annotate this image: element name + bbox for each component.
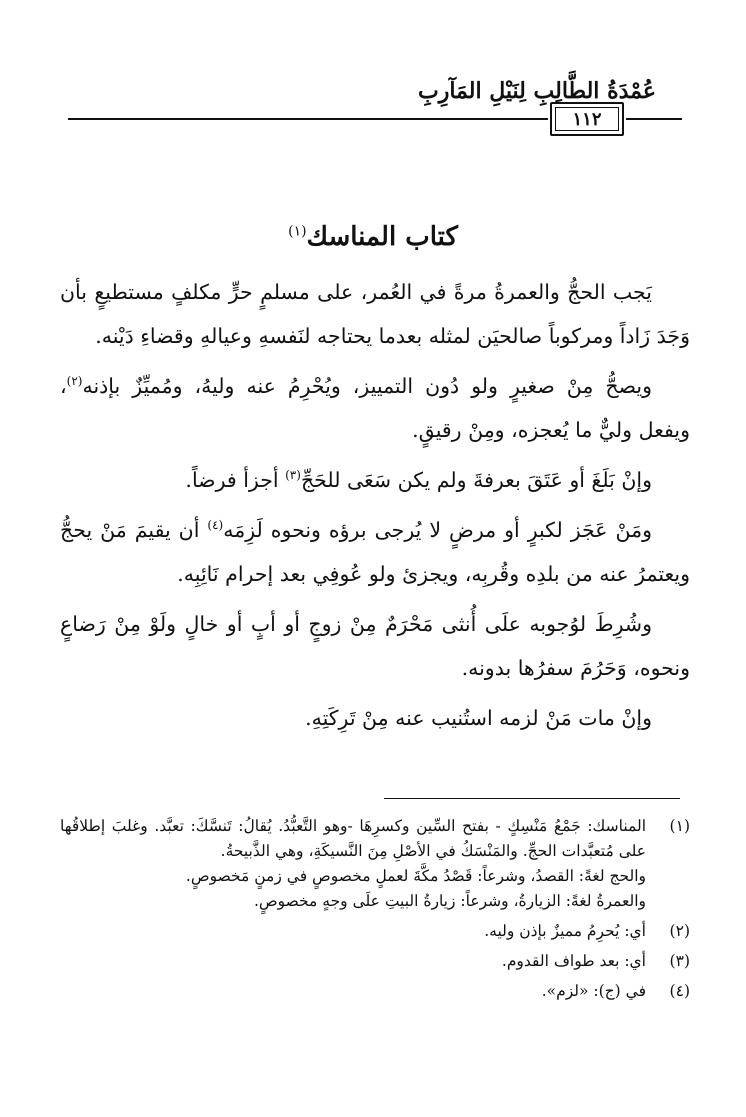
chapter-title [0,222,746,252]
paragraph: ومَنْ عَجَز لكبرٍ أو مرضٍ لا يُرجى برؤه ونحوه لَزِمَه$^{(٤)}$ أن يقيمَ مَنْ يحجُّ ويعتمرُ عنه من بلدِه وقُربِه، ويجزئ ولو عُوفِي بعد إحرام نَائِبِه. [60,518,690,586]
paragraph: ويصحُّ مِنْ صغيرٍ ولو دُون التمييز، ويُحْرِمُ عنه وليهُ، ومُميِّزٌ بإذنه$^{(٢)}$، ويفعل وليٌّ ما يُعجزه، ومِنْ رقيقٍ. [60,374,690,442]
paragraph: وإنْ بَلَغَ أو عَتَقَ بعرفةَ ولم يكن سَعَى للحَجِّ$^{(٣)}$ أجزأ فرضاً. [185,468,652,492]
footnote [60,919,690,944]
paragraph: يَجب الحجُّ والعمرةُ مرةً في العُمر، على مسلمٍ حرٍّ مكلفٍ مستطيعٍ بأن وَجَدَ زَاداً ومركوباً صالحيَن لمثله بعدما يحتاجه لنَفسهِ وعيالهِ وقضاءِ دَيْنه. [60,280,690,348]
footnote-ref: (٢) [66,374,83,389]
footnotes [60,814,690,1009]
footnote-line: أي: بعد طواف القدوم. [501,952,646,970]
footnote-number: (١) [669,817,690,835]
footnote-number: (٣) [669,952,690,970]
page-number: ١١٢ [572,108,602,130]
footnote-line: في (ج): «لزم». [541,982,646,1000]
footnote-line: أي: يُحرِمُ مميزٌ بإذن وليه. [484,922,646,940]
footnote-ref: (٣) [285,468,301,483]
footnote-separator [384,798,680,799]
page-number-box [550,102,624,136]
paragraph: وشُرِطَ لوُجوبه علَى أُنثى مَحْرَمٌ مِنْ زوجٍ أو أبٍ أو خالٍ ولَوْ مِنْ رَضاعٍ ونحوه، وَحَرُمَ سفرُها بدونه. [60,612,690,680]
footnote [60,949,690,974]
main-text [60,270,690,746]
footnote-line: والحج لغةً: القصدُ، وشرعاً: قَصْدُ مكَّةَ لعملٍ مخصوصٍ في زمنٍ مَخصوصٍ. [185,867,646,885]
footnote [60,814,690,914]
running-title: عُمْدَةُ الطَّالِبِ لِنَيْلِ المَآرِبِ [418,78,656,104]
header-rule-right [626,118,682,120]
chapter-title-text: كتاب المناسك [306,222,458,252]
footnote-ref: (٤) [207,518,224,533]
footnote-line: المناسك: جَمْعُ مَنْسِكٍ - بفتح السِّين وكسرِهَا -وهو التَّعبُّدُ. يُقالُ: تَنسَّكَ: تعبَّد. وغلبَ إطلاقُها على مُتعبَّدات الحجِّ. والمَنْسَكُ في الأصْلِ مِنَ النَّسيكَةِ، وهي الذَّبيحةُ. [60,817,646,860]
header-rule-left [68,118,548,120]
footnote-number: (٢) [669,922,690,940]
footnote-number: (٤) [669,982,690,1000]
chapter-note-mark: (١) [288,223,307,240]
footnote-line: والعمرةُ لغةً: الزيارةُ، وشرعاً: زيارةُ البيتِ علَى وجهٍ مخصوصٍ. [253,892,646,910]
footnote [60,979,690,1004]
paragraph: وإنْ مات مَنْ لزمه استُنيب عنه مِنْ تَرِكَتِهِ. [305,706,652,730]
